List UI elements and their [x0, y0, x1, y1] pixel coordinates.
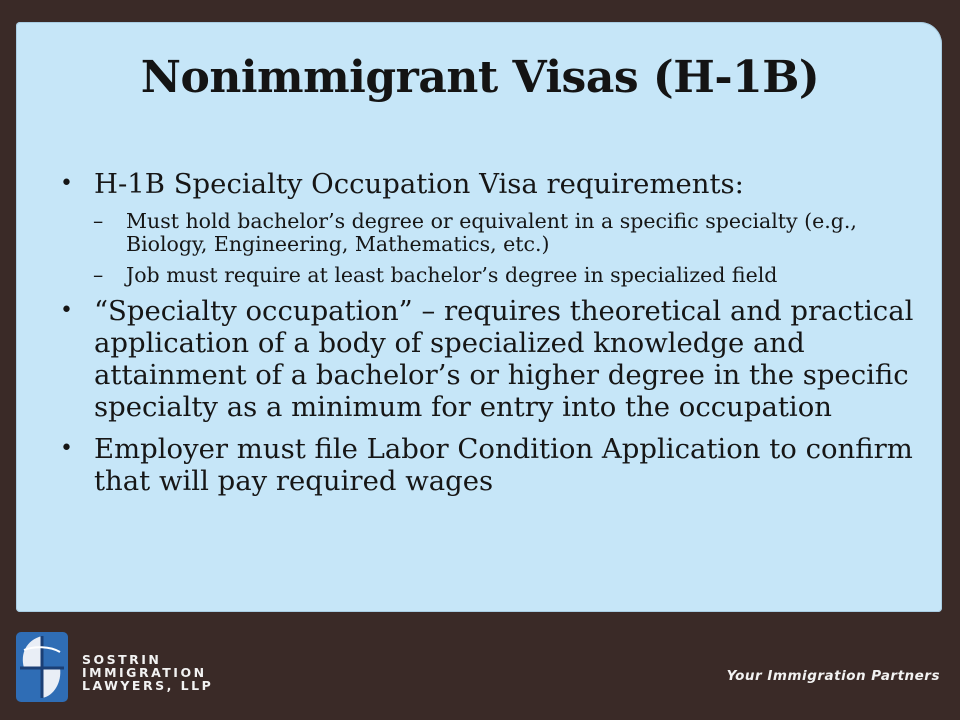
firm-name [82, 653, 213, 692]
bullet-glyph: • [60, 298, 73, 323]
bullet-item [58, 295, 918, 423]
bullet-text: “Specialty occupation” – requires theoretical and practical application of a body of specialized knowledge and attainment of a bachelor’s or higher degree in the specific specialty as a minimum for entry into the occupation [94, 295, 914, 423]
firm-name-line: IMMIGRATION [82, 665, 207, 680]
sostrin-logo-icon [14, 630, 70, 704]
sub-bullet-item [66, 264, 918, 287]
sub-bullet-item [66, 210, 918, 256]
firm-name-line: SOSTRIN [82, 652, 162, 667]
firm-name-line: LAWYERS, LLP [82, 678, 214, 693]
bullet-text: H-1B Specialty Occupation Visa requirements: [94, 168, 744, 200]
bullet-list [58, 168, 918, 507]
bullet-glyph: • [60, 171, 73, 196]
slide-title: Nonimmigrant Visas (H-1B) [140, 52, 820, 103]
bullet-item [58, 433, 918, 497]
bullet-text: Employer must file Labor Condition Application to confirm that will pay required wages [94, 433, 913, 497]
sub-bullet-glyph: – [93, 263, 104, 287]
sub-bullet-glyph: – [93, 209, 104, 233]
sub-bullet-text: Job must require at least bachelor’s degree in specialized field [126, 263, 778, 287]
sub-bullet-text: Must hold bachelor’s degree or equivalent in a specific specialty (e.g., Biology, Engineering, Mathematics, etc.) [126, 209, 857, 256]
firm-tagline: Your Immigration Partners [726, 668, 940, 684]
bullet-item [58, 168, 918, 200]
bullet-glyph: • [60, 436, 73, 461]
sub-bullet-list [58, 210, 918, 287]
